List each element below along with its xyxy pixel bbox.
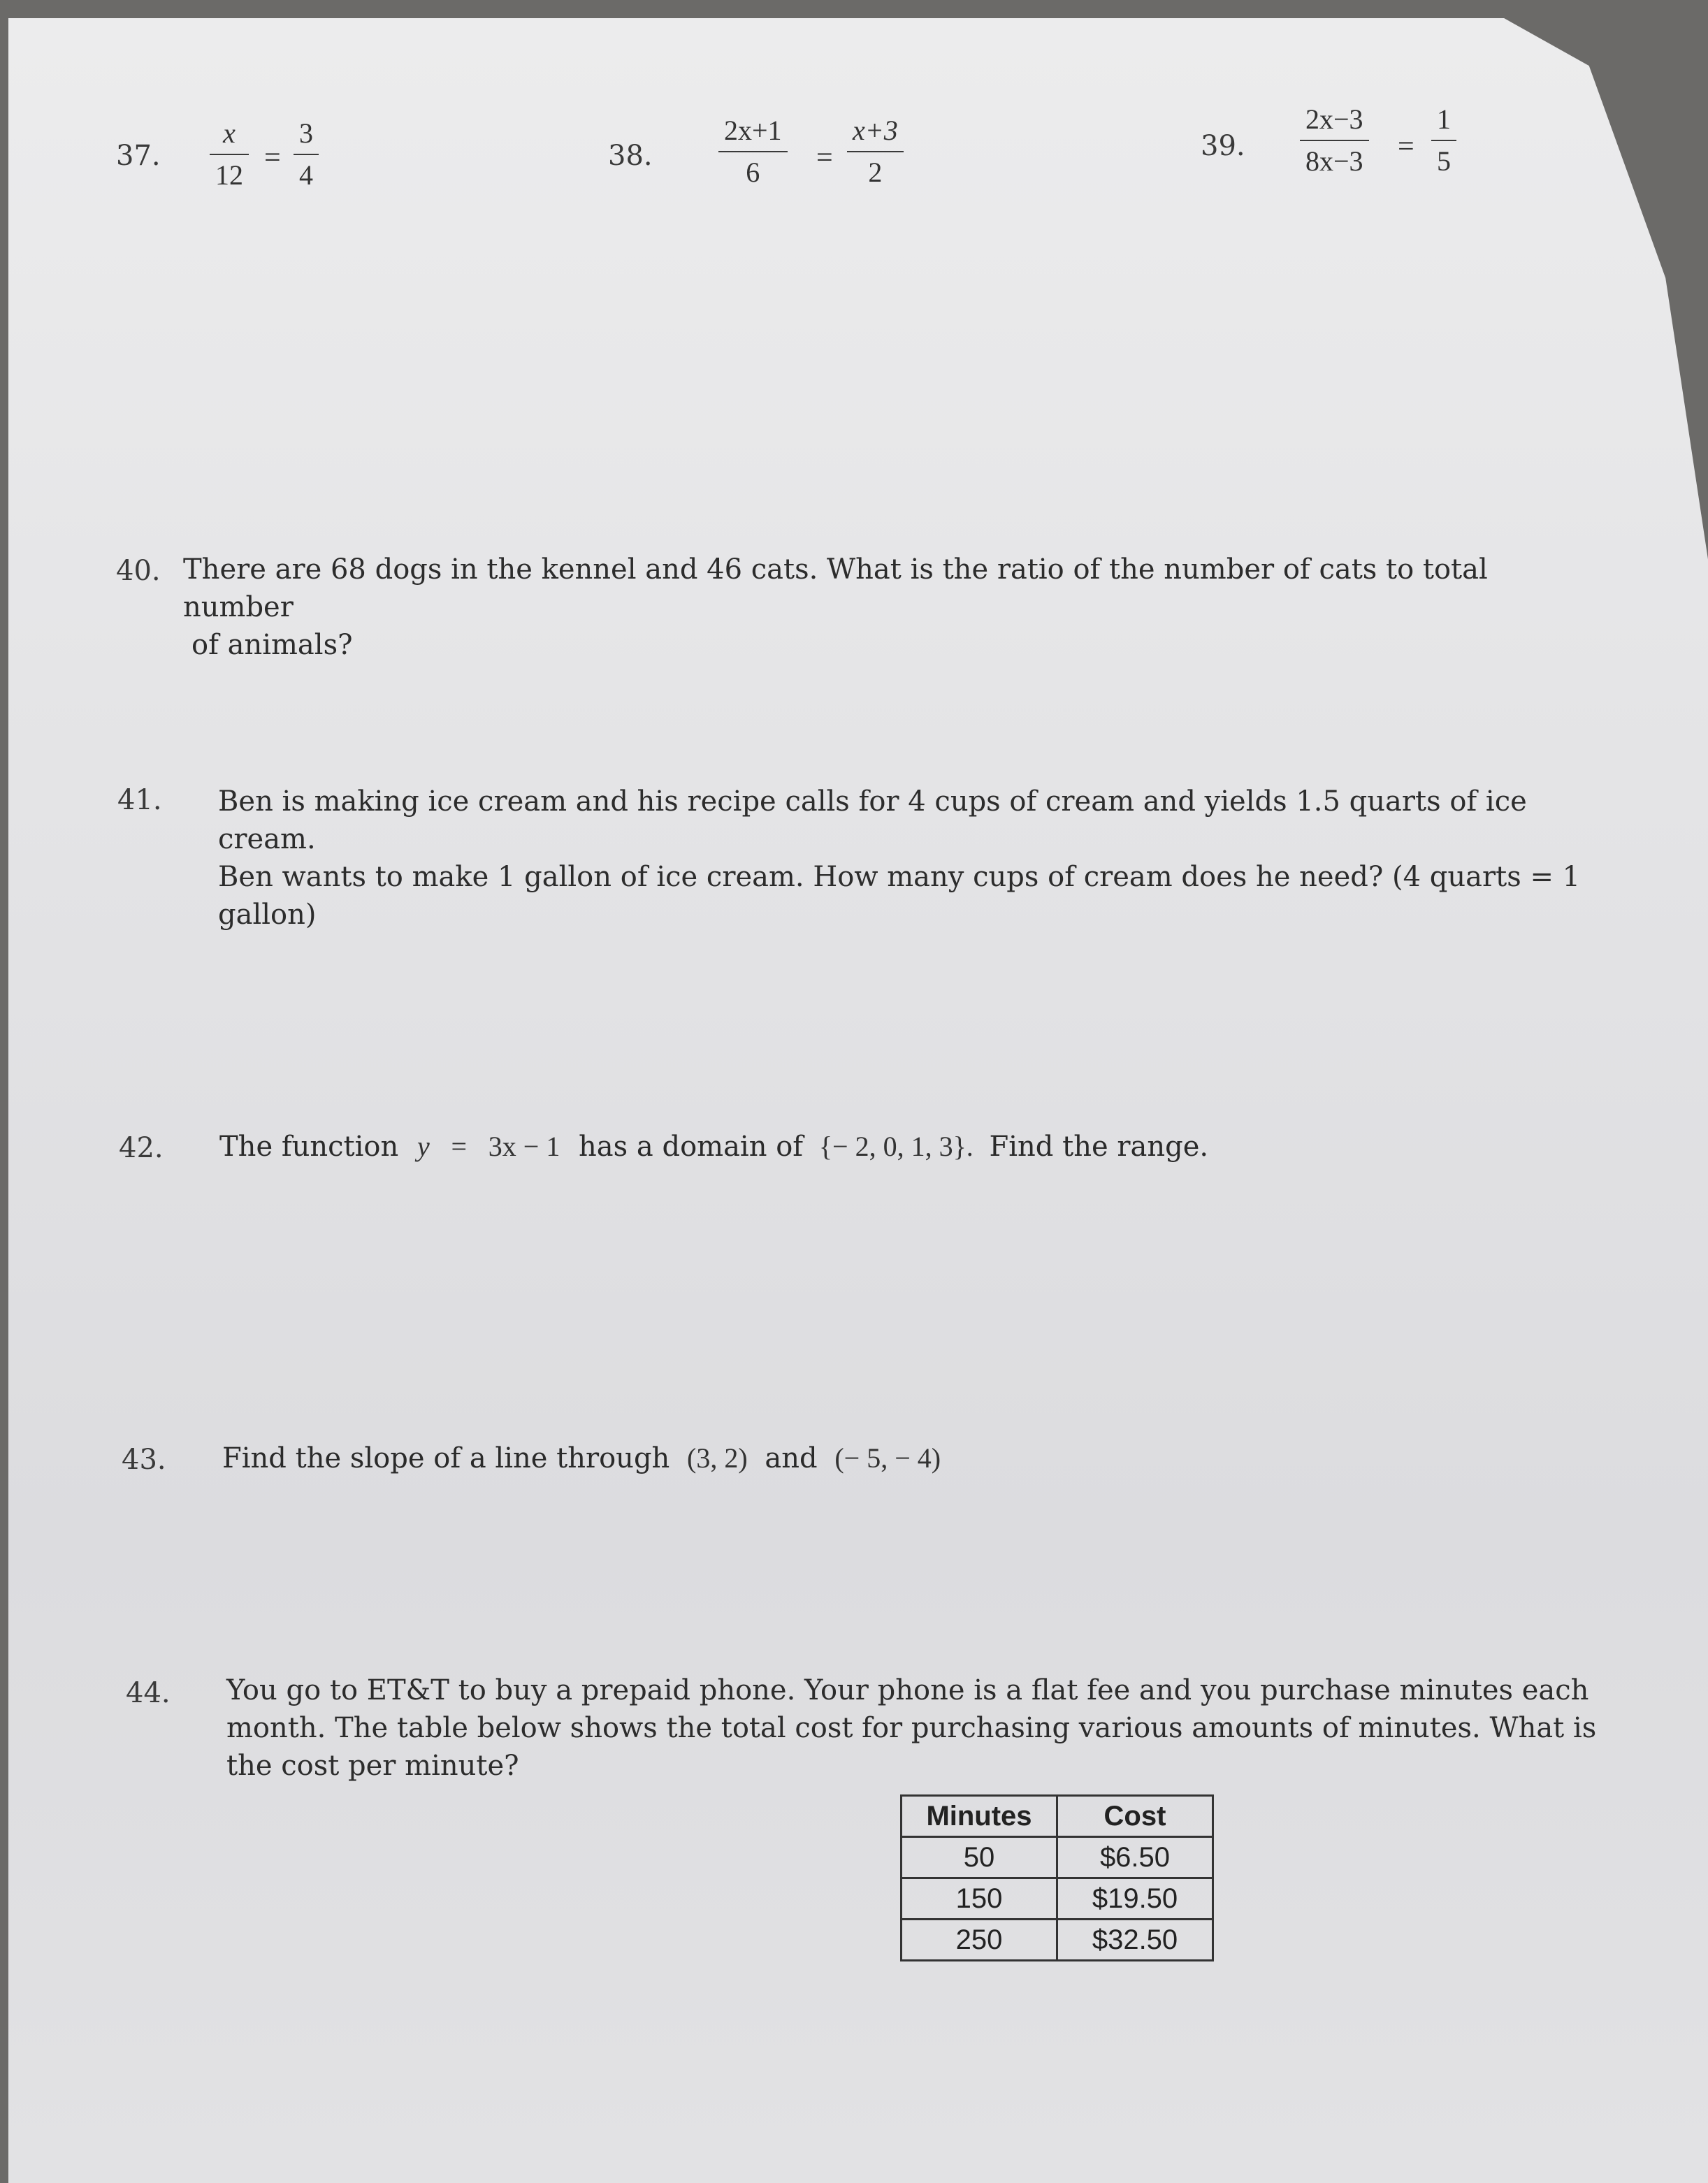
problem-38-number: 38. [608,140,653,172]
table-cell-minutes: 250 [902,1920,1057,1961]
fraction-numerator: 1 [1437,103,1451,135]
fraction-numerator: x [223,117,236,149]
fraction-bar [1431,140,1456,141]
problem-38-equals: = [816,142,833,174]
table-cell-minutes: 150 [902,1878,1057,1920]
problem-42-equals: = [451,1131,468,1162]
problem-43-pre: Find the slope of a line through [222,1442,670,1474]
problem-44-number: 44. [126,1677,171,1709]
problem-42-post: Find the range. [989,1131,1209,1163]
problem-43-number: 43. [122,1444,166,1476]
problem-41-line-2: Ben wants to make 1 gallon of ice cream. How many cups of cream does he need? (4 quarts = 1 [218,861,1581,893]
fraction-bar [718,151,788,152]
fraction-denominator: 2 [868,157,883,188]
problem-41-line-3: gallon) [218,899,317,931]
problem-39-rhs-fraction [1431,103,1456,177]
problem-38-lhs-fraction [718,115,788,189]
problem-44-text [226,1671,1631,1785]
fraction-numerator: 3 [299,117,313,149]
table-header-minutes: Minutes [902,1796,1057,1837]
problem-42-pre: The function [219,1131,399,1163]
problem-44-line-2: month. The table below shows the total cost for purchasing various amounts of minutes. What is [226,1712,1597,1744]
fraction-numerator: 2x+1 [724,115,782,146]
fraction-bar [210,154,249,155]
problem-43-text [222,1439,941,1477]
problem-43-point-1: (3, 2) [687,1442,748,1474]
table-cell-cost: $6.50 [1057,1837,1213,1878]
table-cell-cost: $19.50 [1057,1878,1213,1920]
table-cell-cost: $32.50 [1057,1920,1213,1961]
fraction-denominator: 6 [746,157,760,188]
problem-42-domain: {− 2, 0, 1, 3}. [818,1131,974,1162]
problem-40-line-2: of animals? [191,629,353,661]
problem-39-number: 39. [1201,130,1245,162]
fraction-bar [847,151,904,152]
problem-42-mid: has a domain of [579,1131,804,1163]
table-row [902,1920,1213,1961]
table-row [902,1837,1213,1878]
problem-40-text [183,551,1595,664]
problem-39-equals: = [1398,131,1414,163]
problem-42-expr: 3x − 1 [488,1131,560,1162]
problem-44-line-1: You go to ET&T to buy a prepaid phone. Your phone is a flat fee and you purchase minutes each [226,1674,1589,1706]
fraction-denominator: 5 [1437,145,1451,177]
table-header-row [902,1796,1213,1837]
problem-37-lhs-fraction [210,117,249,191]
worksheet-page [8,18,1708,2183]
problem-37-equals: = [264,142,281,174]
problem-37-rhs-fraction [294,117,319,191]
fraction-numerator: 2x−3 [1305,103,1363,135]
problem-38-rhs-fraction [847,115,904,189]
fraction-bar [1300,140,1369,141]
problem-41-number: 41. [117,784,162,816]
table-header-cost: Cost [1057,1796,1213,1837]
fraction-denominator: 8x−3 [1305,145,1363,177]
table-cell-minutes: 50 [902,1837,1057,1878]
problem-39-lhs-fraction [1300,103,1369,177]
minutes-cost-table [900,1794,1214,1961]
problem-40-line-1: There are 68 dogs in the kennel and 46 cats. What is the ratio of the number of cats to total number [183,553,1488,623]
fraction-denominator: 12 [215,159,243,191]
problem-40-number: 40. [116,555,161,587]
problem-41-text [218,783,1623,934]
problem-37-number: 37. [116,140,161,172]
problem-43-point-2: (− 5, − 4) [834,1442,941,1474]
fraction-bar [294,154,319,155]
problem-44-line-3: the cost per minute? [226,1750,519,1782]
fraction-denominator: 4 [299,159,313,191]
problem-41-line-1: Ben is making ice cream and his recipe calls for 4 cups of cream and yields 1.5 quarts of ice cream. [218,785,1527,855]
problem-42-var: y [417,1131,430,1162]
problem-42-text [219,1128,1208,1166]
table-row [902,1878,1213,1920]
problem-43-and: and [765,1442,818,1474]
problem-42-number: 42. [119,1132,164,1164]
fraction-numerator: x+3 [853,115,898,146]
